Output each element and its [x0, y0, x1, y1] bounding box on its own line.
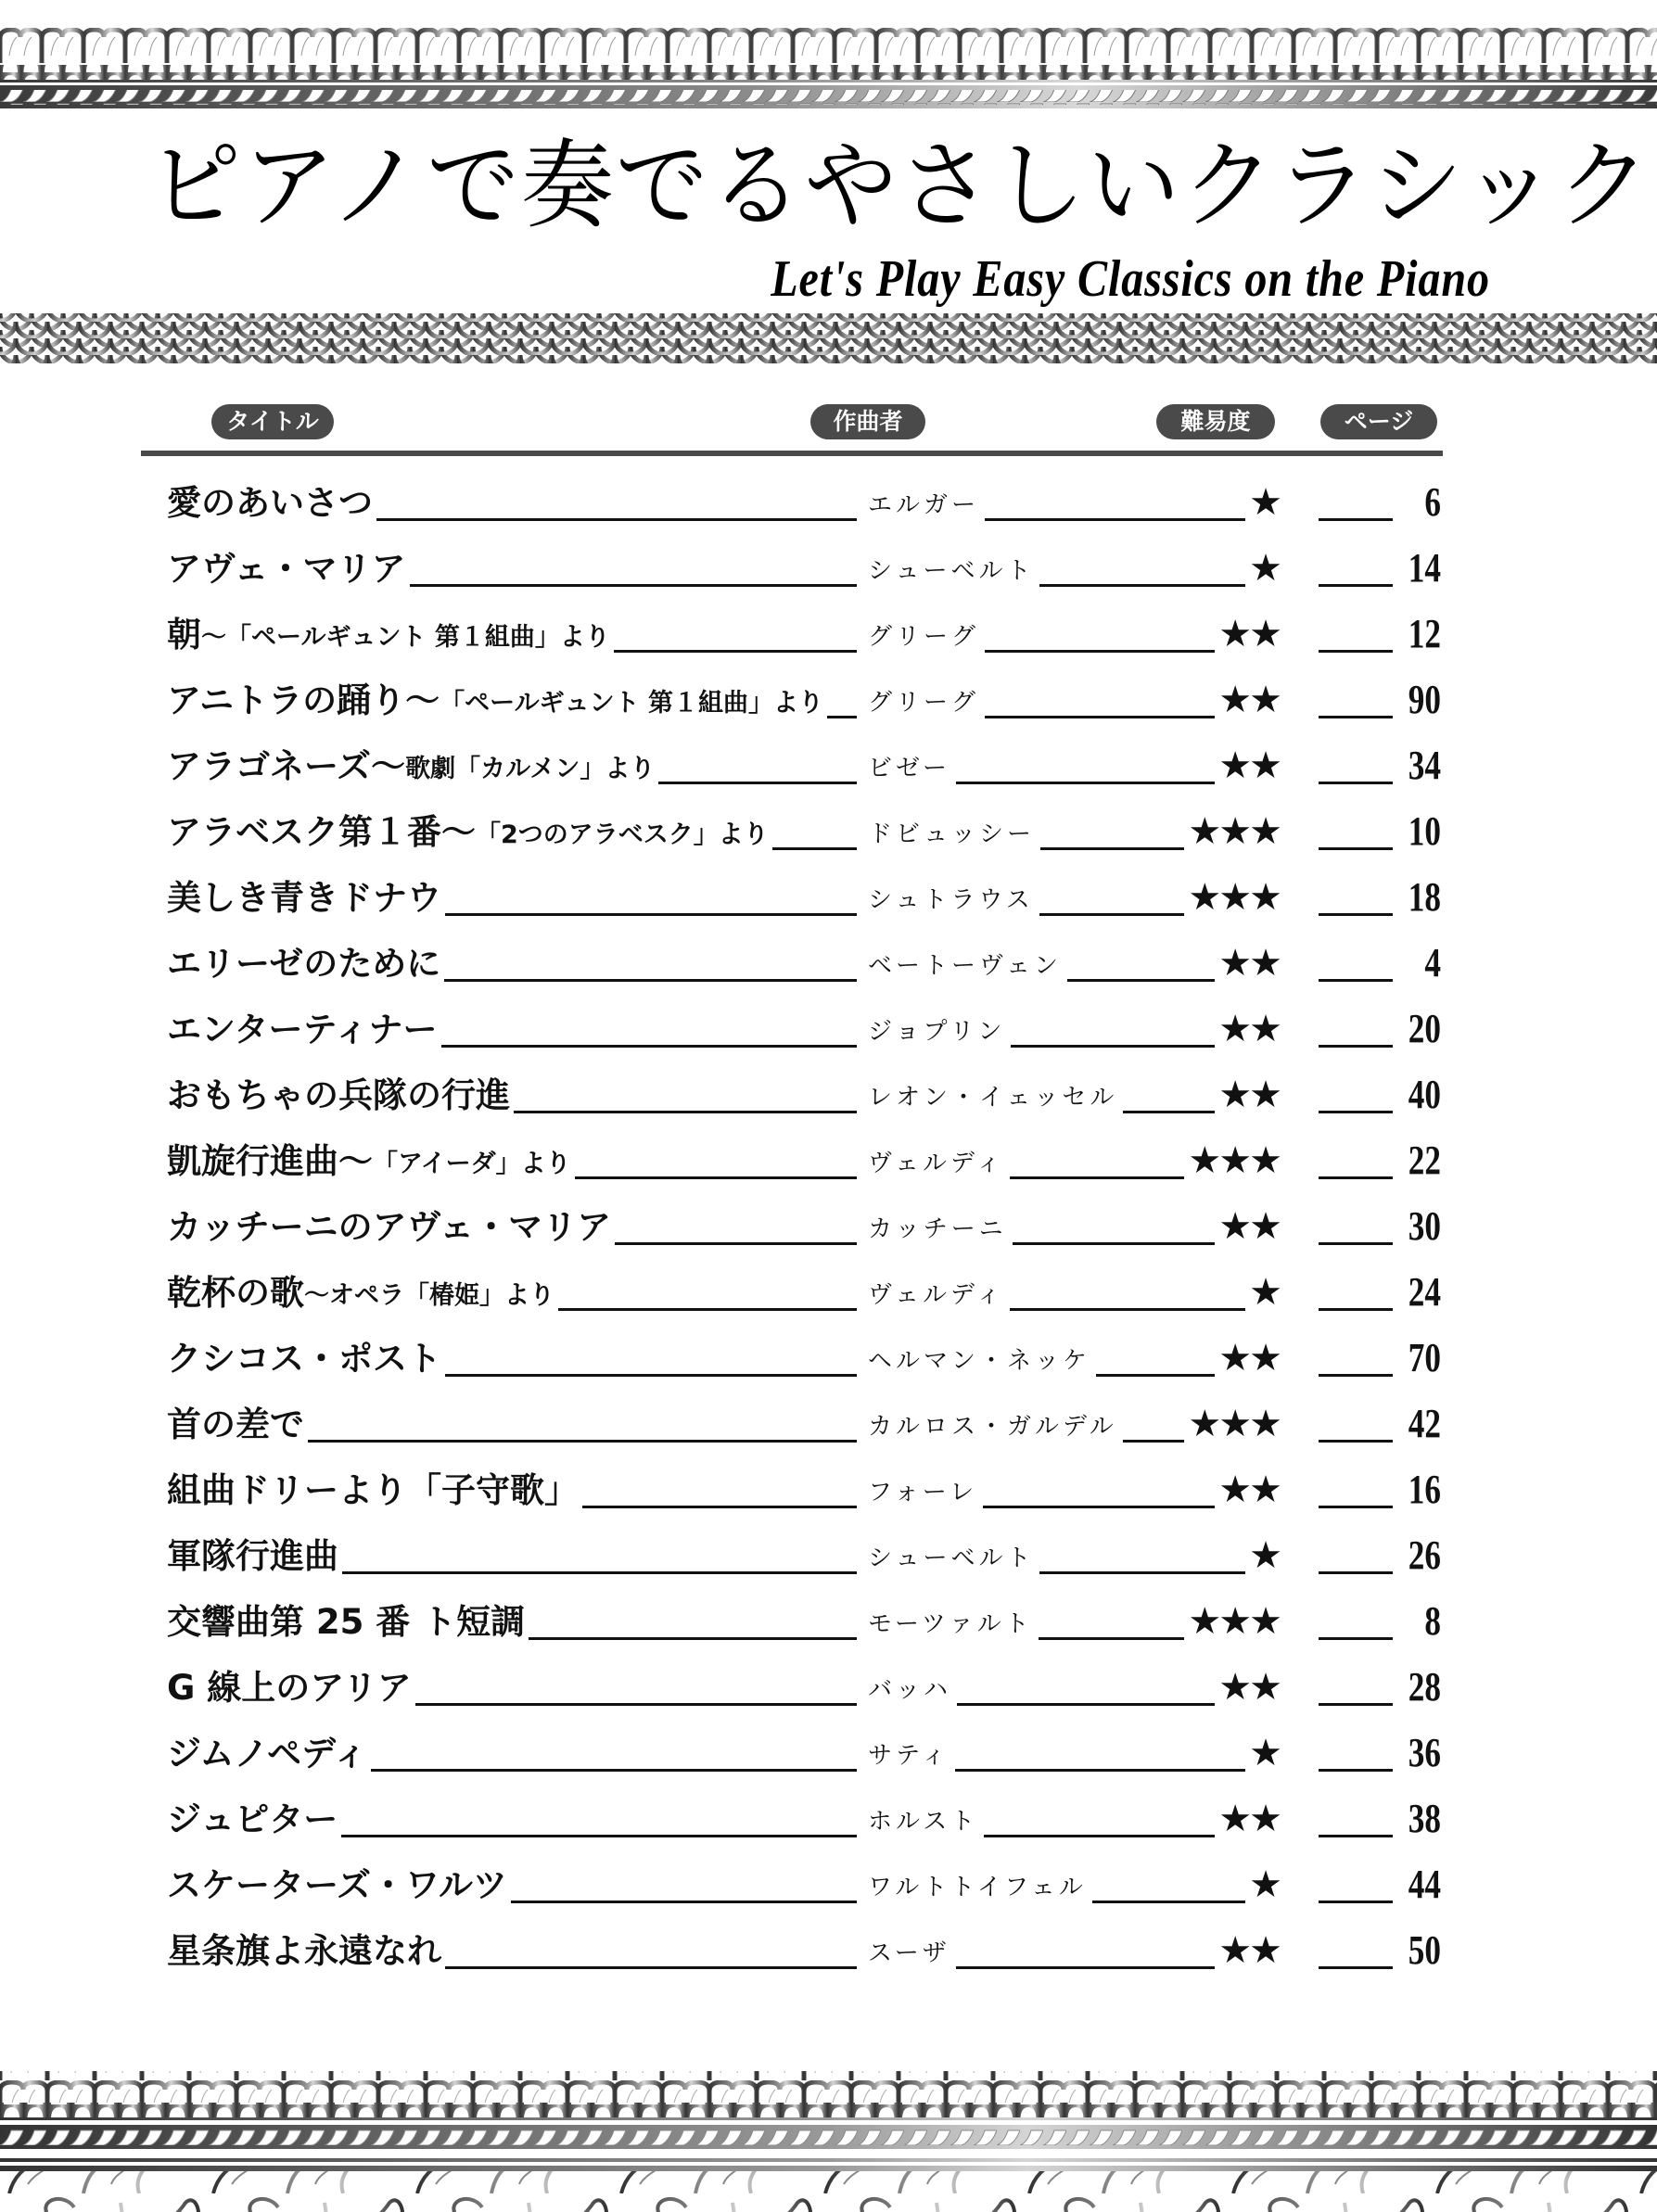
top-ornament-border — [0, 28, 1657, 111]
toc-row[interactable] — [0, 1001, 1657, 1057]
leader-line — [983, 1506, 1215, 1508]
composer-name: グリーグ — [868, 623, 980, 651]
leader-line — [529, 1637, 857, 1640]
star-icon: ★★ — [1218, 613, 1280, 655]
star-icon: ★★ — [1218, 942, 1280, 985]
leader-line — [1319, 1901, 1393, 1903]
star-icon: ★★★ — [1188, 810, 1280, 853]
page-number: 6 — [1424, 479, 1441, 525]
toc-row[interactable] — [0, 1791, 1657, 1847]
leader-line — [342, 1571, 857, 1574]
composer-name: シューベルト — [868, 1545, 1035, 1572]
song-title: G 線上のアリア — [167, 1668, 412, 1708]
composer-name: バッハ — [868, 1676, 952, 1704]
song-subtitle: 「2つのアラベスク」より — [476, 820, 769, 849]
toc-row[interactable] — [0, 1133, 1657, 1189]
song-subtitle: 「ペールギュント 第１組曲」より — [440, 689, 824, 718]
page-number: 30 — [1408, 1203, 1441, 1249]
toc-row[interactable] — [0, 1396, 1657, 1452]
star-icon: ★★ — [1218, 679, 1280, 721]
leader-line — [1013, 1242, 1216, 1245]
column-header-composer: 作曲者 — [810, 404, 925, 439]
composer-name: シュトラウス — [868, 886, 1034, 914]
page-number: 38 — [1408, 1796, 1441, 1841]
leader-line — [985, 650, 1215, 653]
leader-line — [1039, 1571, 1245, 1574]
star-icon: ★ — [1249, 1534, 1280, 1577]
leader-line — [1010, 1308, 1245, 1311]
star-icon: ★ — [1249, 547, 1280, 590]
toc-row[interactable] — [0, 1265, 1657, 1320]
page-number: 42 — [1408, 1401, 1441, 1446]
composer-name: フォーレ — [868, 1479, 978, 1506]
song-title: 組曲ドリーより「子守歌」 — [167, 1470, 579, 1510]
leader-line — [1092, 1901, 1245, 1903]
page-number: 26 — [1408, 1532, 1441, 1578]
composer-name: ドビュッシー — [868, 820, 1036, 848]
star-icon: ★★ — [1218, 1205, 1280, 1248]
composer-name: カルロス・ガルデル — [868, 1413, 1117, 1441]
song-title: アヴェ・マリア — [167, 549, 406, 589]
page-number: 14 — [1408, 545, 1441, 591]
toc-row[interactable] — [0, 1725, 1657, 1781]
composer-name: ビゼー — [868, 755, 950, 782]
leader-line — [957, 1703, 1215, 1706]
star-icon: ★★ — [1218, 1008, 1280, 1050]
song-title: アラゴネーズ～ — [167, 746, 406, 786]
leader-line — [985, 518, 1245, 521]
song-subtitle: 歌劇「カルメン」より — [405, 755, 656, 783]
leader-line — [1319, 1703, 1393, 1706]
song-title: スケーターズ・ワルツ — [167, 1865, 508, 1905]
toc-row[interactable] — [0, 540, 1657, 596]
star-icon: ★★ — [1218, 1666, 1280, 1709]
leader-line — [1319, 1111, 1393, 1113]
song-title: アニトラの踊り～ — [167, 680, 440, 720]
song-title: 交響曲第 25 番 ト短調 — [167, 1602, 526, 1642]
leader-line — [582, 1506, 857, 1508]
leader-line — [1319, 1835, 1393, 1837]
page-number: 20 — [1408, 1006, 1441, 1051]
song-subtitle: ～「ペールギュント 第１組曲」より — [201, 623, 610, 652]
leader-line — [1319, 1440, 1393, 1443]
star-icon: ★★ — [1218, 1074, 1280, 1116]
toc-row[interactable] — [0, 672, 1657, 728]
composer-name: レオン・イェッセル — [868, 1084, 1118, 1112]
composer-name: ベートーヴェン — [868, 952, 1062, 980]
leader-line — [1039, 913, 1185, 916]
page-number: 10 — [1408, 808, 1441, 854]
toc-row[interactable] — [0, 935, 1657, 991]
composer-name: モーツァルト — [868, 1610, 1033, 1638]
song-title: 首の差で — [167, 1405, 304, 1444]
leader-line — [1067, 979, 1215, 982]
toc-row[interactable] — [0, 804, 1657, 859]
composer-name: スーザ — [868, 1939, 950, 1967]
leader-line — [341, 1835, 857, 1837]
leader-line — [1319, 1637, 1393, 1640]
song-subtitle: ～オペラ「椿姫」より — [304, 1281, 554, 1310]
leader-line — [1319, 716, 1393, 718]
toc-row[interactable] — [0, 1199, 1657, 1254]
leader-line — [1039, 1637, 1185, 1640]
song-title: おもちゃの兵隊の行進 — [167, 1075, 510, 1115]
leader-line — [1319, 1374, 1393, 1377]
star-icon: ★★★ — [1188, 1139, 1280, 1182]
leader-line — [1319, 782, 1393, 784]
toc-row[interactable] — [0, 1528, 1657, 1583]
leader-line — [1123, 1440, 1185, 1443]
page-number: 70 — [1408, 1335, 1441, 1380]
page-number: 12 — [1408, 611, 1441, 656]
page-number: 22 — [1408, 1138, 1441, 1183]
leader-line — [1123, 1111, 1215, 1113]
song-title: アラベスク第１番～ — [167, 812, 476, 852]
leader-line — [615, 1242, 857, 1245]
composer-name: サティ — [868, 1742, 950, 1770]
leader-line — [445, 1966, 857, 1969]
leader-line — [1011, 1045, 1215, 1048]
leader-line — [1039, 584, 1245, 587]
leader-line — [984, 1835, 1215, 1837]
song-title: 美しき青きドナウ — [167, 878, 441, 918]
leader-line — [415, 1703, 857, 1706]
leader-line — [1319, 650, 1393, 653]
leader-line — [511, 1901, 857, 1903]
column-header-title: タイトル — [211, 404, 334, 439]
toc-row[interactable] — [0, 606, 1657, 662]
song-title: クシコス・ポスト — [167, 1339, 441, 1379]
composer-name: カッチーニ — [868, 1215, 1007, 1243]
leader-line — [1010, 1176, 1185, 1179]
song-title: エリーゼのために — [167, 944, 441, 984]
star-icon: ★★ — [1218, 1798, 1280, 1840]
star-icon: ★ — [1249, 1863, 1280, 1906]
leader-line — [1319, 979, 1393, 982]
leader-line — [558, 1308, 857, 1311]
leader-line — [658, 782, 857, 784]
song-title: カッチーニのアヴェ・マリア — [167, 1207, 612, 1247]
leader-line — [575, 1176, 857, 1179]
song-title: 乾杯の歌 — [167, 1273, 304, 1313]
star-icon: ★ — [1249, 481, 1280, 524]
page-number: 28 — [1408, 1664, 1441, 1710]
star-icon: ★★ — [1218, 744, 1280, 787]
leader-line — [772, 847, 857, 850]
leader-line — [1319, 518, 1393, 521]
composer-name: ワルトトイフェル — [868, 1874, 1087, 1901]
page-number: 16 — [1408, 1467, 1441, 1512]
toc-row[interactable] — [0, 1067, 1657, 1123]
page-number: 8 — [1424, 1598, 1441, 1644]
scale-pattern-divider — [0, 313, 1657, 363]
song-title: 星条旗よ永遠なれ — [167, 1931, 441, 1971]
page-number: 44 — [1408, 1862, 1441, 1907]
star-icon: ★★★ — [1188, 876, 1280, 919]
leader-line — [1319, 847, 1393, 850]
leader-line — [441, 1045, 857, 1048]
toc-row[interactable] — [0, 738, 1657, 794]
toc-row[interactable] — [0, 1857, 1657, 1913]
page-number: 4 — [1424, 940, 1441, 985]
composer-name: グリーグ — [868, 689, 980, 717]
toc-row[interactable] — [0, 1659, 1657, 1715]
leader-line — [1319, 584, 1393, 587]
leader-line — [1319, 913, 1393, 916]
song-title: ジムノペディ — [167, 1734, 368, 1773]
leader-line — [1319, 1242, 1393, 1245]
song-title: 凱旋行進曲～ — [167, 1141, 373, 1181]
toc-row[interactable] — [0, 870, 1657, 925]
toc-row[interactable] — [0, 1462, 1657, 1518]
column-header-difficulty: 難易度 — [1156, 404, 1275, 439]
toc-row[interactable] — [0, 1923, 1657, 1978]
leader-line — [956, 1966, 1216, 1969]
star-icon: ★★ — [1218, 1337, 1280, 1379]
toc-row[interactable] — [0, 1594, 1657, 1649]
leader-line — [514, 1111, 857, 1113]
bottom-ornament-border — [0, 2045, 1657, 2212]
composer-name: シューベルト — [868, 557, 1035, 585]
leader-line — [1040, 847, 1184, 850]
leader-line — [985, 716, 1215, 718]
page-number: 34 — [1408, 743, 1441, 788]
page-number: 18 — [1408, 874, 1441, 920]
song-title: ジュピター — [167, 1799, 338, 1839]
star-icon: ★ — [1249, 1732, 1280, 1774]
leader-line — [376, 518, 857, 521]
column-header-page: ページ — [1320, 404, 1437, 439]
leader-line — [445, 913, 857, 916]
page-number: 90 — [1408, 677, 1441, 722]
composer-name: ホルスト — [868, 1808, 979, 1836]
composer-name: ヴェルディ — [868, 1150, 1004, 1177]
star-icon: ★★ — [1218, 1929, 1280, 1972]
leader-line — [956, 782, 1215, 784]
star-icon: ★ — [1249, 1271, 1280, 1314]
page-number: 36 — [1408, 1730, 1441, 1775]
page-number: 50 — [1408, 1927, 1441, 1973]
composer-name: ヴェルディ — [868, 1281, 1004, 1309]
leader-line — [827, 716, 857, 718]
toc-row[interactable] — [0, 1330, 1657, 1386]
composer-name: ヘルマン・ネッケ — [868, 1347, 1091, 1375]
composer-name: エルガー — [868, 491, 980, 519]
song-title: エンターティナー — [167, 1010, 438, 1049]
book-title-english: Let's Play Easy Classics on the Piano — [771, 250, 1490, 308]
page-number: 40 — [1408, 1072, 1441, 1117]
star-icon: ★★★ — [1188, 1403, 1280, 1445]
song-title: 愛のあいさつ — [167, 483, 373, 523]
song-title: 軍隊行進曲 — [167, 1536, 338, 1576]
song-title: 朝 — [167, 615, 201, 655]
leader-line — [1319, 1045, 1393, 1048]
star-icon: ★★ — [1218, 1468, 1280, 1511]
header-divider — [141, 451, 1443, 456]
composer-name: ジョプリン — [868, 1018, 1006, 1046]
leader-line — [1319, 1308, 1393, 1311]
page-number: 24 — [1408, 1269, 1441, 1315]
leader-line — [444, 979, 857, 982]
star-icon: ★★★ — [1188, 1600, 1280, 1643]
leader-line — [445, 1374, 857, 1377]
leader-line — [614, 650, 857, 653]
song-subtitle: 「アイーダ」より — [373, 1150, 571, 1178]
toc-row[interactable] — [0, 475, 1657, 530]
book-title-japanese: ピアノで奏でるやさしいクラシック — [148, 129, 1652, 242]
leader-line — [1319, 1506, 1393, 1508]
leader-line — [1319, 1571, 1393, 1574]
leader-line — [308, 1440, 857, 1443]
leader-line — [1319, 1966, 1393, 1969]
leader-line — [1319, 1769, 1393, 1772]
leader-line — [955, 1769, 1245, 1772]
leader-line — [1096, 1374, 1215, 1377]
leader-line — [1319, 1176, 1393, 1179]
leader-line — [371, 1769, 857, 1772]
leader-line — [410, 584, 857, 587]
